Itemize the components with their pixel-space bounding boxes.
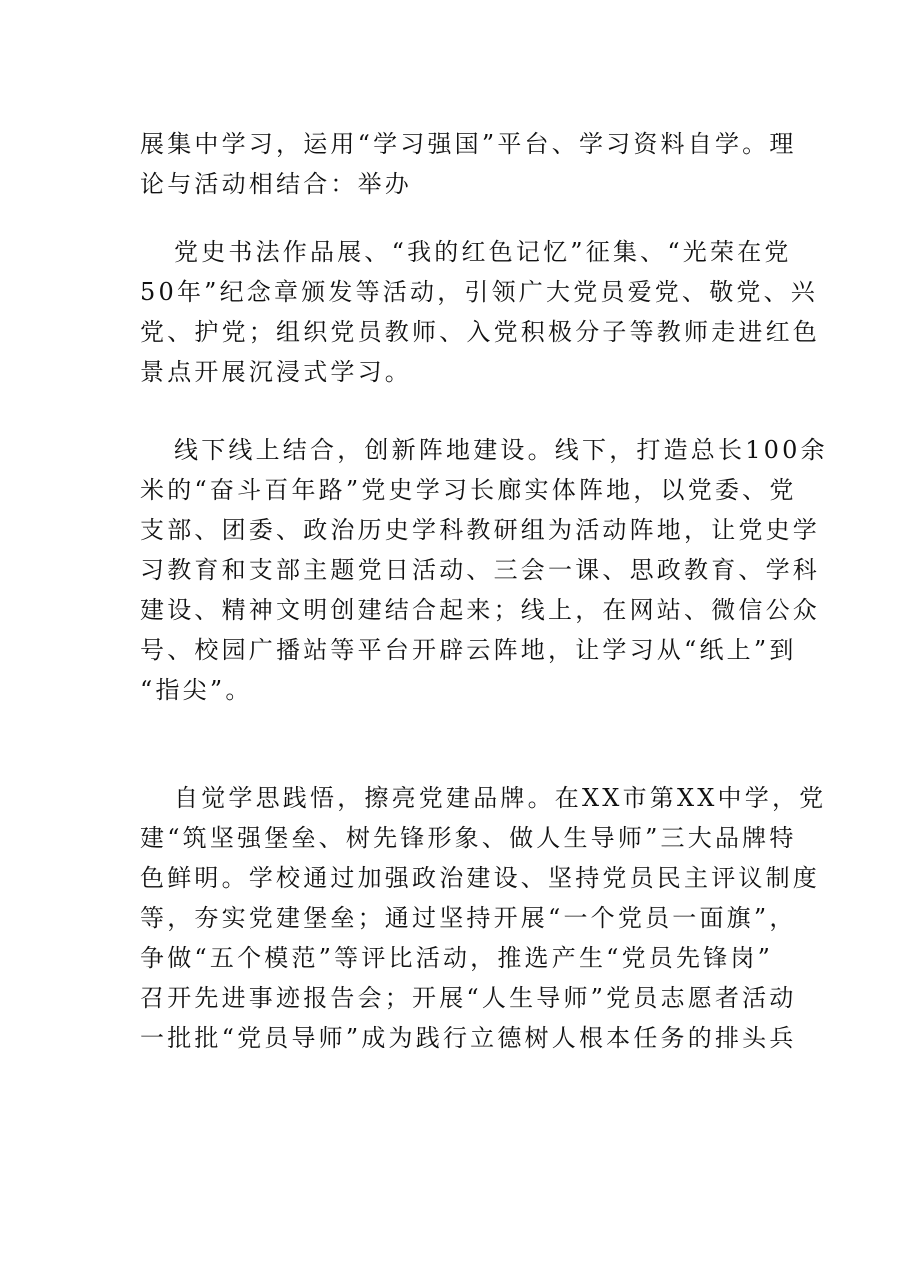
paragraph-line: 论与活动相结合：举办 (140, 170, 412, 198)
paragraph-4 (140, 778, 827, 1058)
paragraph-line: 支部、团委、政治历史学科教研组为活动阵地，让党史学 (140, 516, 820, 544)
paragraph-line: 一批批“党员导师”成为践行立德树人根本任务的排头兵 (140, 1024, 797, 1052)
paragraph-line: 号、校园广播站等平台开辟云阵地，让学习从“纸上”到 (140, 636, 797, 664)
paragraph-line: 党史书法作品展、“我的红色记忆”征集、“光荣在党 (174, 238, 792, 266)
paragraph-line: 党、护党；组织党员教师、入党积极分子等教师走进红色 (140, 318, 820, 346)
paragraph-2 (140, 232, 820, 392)
paragraph-line: 米的“奋斗百年路”党史学习长廊实体阵地，以党委、党 (140, 476, 797, 504)
paragraph-line: 自觉学思践悟，擦亮党建品牌。在XX市第XX中学，党 (174, 784, 827, 812)
paragraph-3 (140, 430, 828, 710)
paragraph-line: 争做“五个模范”等评比活动，推选产生“党员先锋岗” (140, 944, 774, 972)
paragraph-line: 等，夯实党建堡垒；通过坚持开展“一个党员一面旗”， (140, 904, 797, 932)
paragraph-line: 建“筑坚强堡垒、树先锋形象、做人生导师”三大品牌特 (140, 824, 797, 852)
paragraph-line: “指尖”。 (140, 676, 253, 704)
paragraph-line: 建设、精神文明创建结合起来；线上，在网站、微信公众 (140, 596, 820, 624)
paragraph-line: 色鲜明。学校通过加强政治建设、坚持党员民主评议制度 (140, 864, 820, 892)
paragraph-1 (140, 124, 797, 204)
paragraph-line: 线下线上结合，创新阵地建设。线下，打造总长100余 (174, 436, 828, 464)
paragraph-line: 召开先进事迹报告会；开展“人生导师”党员志愿者活动 (140, 984, 797, 1012)
paragraph-line: 习教育和支部主题党日活动、三会一课、思政教育、学科 (140, 556, 820, 584)
paragraph-line: 景点开展沉浸式学习。 (140, 358, 412, 386)
paragraph-line: 50年”纪念章颁发等活动，引领广大党员爱党、敬党、兴 (140, 278, 819, 306)
paragraph-line: 展集中学习，运用“学习强国”平台、学习资料自学。理 (140, 130, 797, 158)
